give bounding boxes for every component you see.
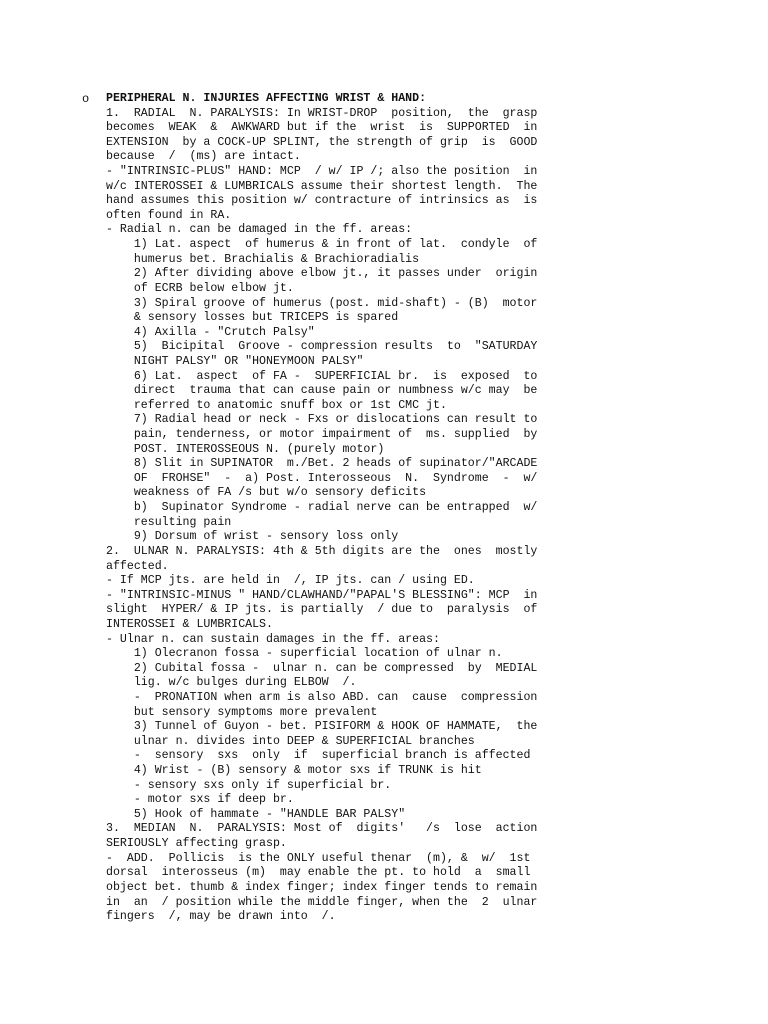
text-line: 1. RADIAL N. PARALYSIS: In WRIST-DROP position, the grasp [106, 106, 538, 120]
text-line: 8) Slit in SUPINATOR m./Bet. 2 heads of supinator/"ARCADE [106, 457, 538, 471]
text-line: 4) Wrist - (B) sensory & motor sxs if TRUNK is hit [106, 764, 482, 778]
text-lines [106, 107, 576, 925]
text-line: - "INTRINSIC-PLUS" HAND: MCP / w/ IP /; also the position in [106, 165, 538, 179]
text-line: 3) Tunnel of Guyon - bet. PISIFORM & HOOK OF HAMMATE, the [106, 720, 538, 734]
text-line: - PRONATION when arm is also ABD. can cause compression [106, 690, 538, 704]
text-line: humerus bet. Brachialis & Brachioradialis [106, 252, 420, 266]
text-line: OF FROHSE" - a) Post. Interosseous N. Syndrome - w/ [106, 471, 538, 485]
text-line: often found in RA. [106, 208, 232, 222]
text-line: - Radial n. can be damaged in the ff. areas: [106, 223, 413, 237]
text-line: INTEROSSEI & LUMBRICALS. [106, 617, 273, 631]
text-line: & sensory losses but TRICEPS is spared [106, 311, 399, 325]
text-line: hand assumes this position w/ contracture of intrinsics as is [106, 194, 538, 208]
text-line: but sensory symptoms more prevalent [106, 705, 378, 719]
list-bullet: o [82, 92, 90, 106]
text-line: lig. w/c bulges during ELBOW /. [106, 676, 357, 690]
text-line: 7) Radial head or neck - Fxs or dislocations can result to [106, 413, 538, 427]
text-line: 1) Lat. aspect of humerus & in front of lat. condyle of [106, 238, 538, 252]
text-line: 2) Cubital fossa - ulnar n. can be compressed by MEDIAL [106, 661, 538, 675]
text-line: 5) Hook of hammate - "HANDLE BAR PALSY" [106, 807, 406, 821]
text-line: - sensory sxs only if superficial br. [106, 778, 392, 792]
text-line: 5) Bicipital Groove - compression results to "SATURDAY [106, 340, 538, 354]
text-line: because / (ms) are intact. [106, 150, 301, 164]
text-line: referred to anatomic snuff box or 1st CMC jt. [106, 398, 447, 412]
text-line: 1) Olecranon fossa - superficial location of ulnar n. [106, 647, 503, 661]
text-line: - Ulnar n. can sustain damages in the ff. areas: [106, 632, 440, 646]
text-line: 9) Dorsum of wrist - sensory loss only [106, 530, 399, 544]
text-line: - sensory sxs only if superficial branch is affected [106, 749, 531, 763]
text-line: weakness of FA /s but w/o sensory deficits [106, 486, 427, 500]
text-line: 6) Lat. aspect of FA - SUPERFICIAL br. is exposed to [106, 369, 538, 383]
text-line: resulting pain [106, 515, 232, 529]
text-line: of ECRB below elbow jt. [106, 281, 294, 295]
text-line: 3) Spiral groove of humerus (post. mid-shaft) - (B) motor [106, 296, 538, 310]
text-line: w/c INTEROSSEI & LUMBRICALS assume their shortest length. The [106, 179, 538, 193]
text-line: 2) After dividing above elbow jt., it passes under origin [106, 267, 538, 281]
text-line: affected. [106, 559, 169, 573]
text-line: EXTENSION by a COCK-UP SPLINT, the strength of grip is GOOD [106, 135, 538, 149]
text-line: - If MCP jts. are held in /, IP jts. can / using ED. [106, 574, 475, 588]
text-line: in an / position while the middle finger, when the 2 ulnar [106, 895, 538, 909]
text-line: ulnar n. divides into DEEP & SUPERFICIAL branches [106, 734, 475, 748]
text-line: NIGHT PALSY" OR "HONEYMOON PALSY" [106, 354, 364, 368]
text-line: 4) Axilla - "Crutch Palsy" [106, 325, 315, 339]
text-line: pain, tenderness, or motor impairment of ms. supplied by [106, 428, 538, 442]
text-line: object bet. thumb & index finger; index finger tends to remain [106, 880, 538, 894]
text-line: dorsal interosseus (m) may enable the pt. to hold a small [106, 866, 531, 880]
text-line: - "INTRINSIC-MINUS " HAND/CLAWHAND/"PAPAL'S BLESSING": MCP in [106, 588, 538, 602]
text-line: slight HYPER/ & IP jts. is partially / due to paralysis of [106, 603, 538, 617]
text-line: POST. INTEROSSEOUS N. (purely motor) [106, 442, 385, 456]
text-line: - ADD. Pollicis is the ONLY useful thenar (m), & w/ 1st [106, 851, 531, 865]
text-line: 2. ULNAR N. PARALYSIS: 4th & 5th digits are the ones mostly [106, 544, 538, 558]
text-line: b) Supinator Syndrome - radial nerve can be entrapped w/ [106, 501, 538, 515]
section-title: PERIPHERAL N. INJURIES AFFECTING WRIST & HAND: [106, 92, 427, 105]
text-line: fingers /, may be drawn into /. [106, 910, 336, 924]
text-line: direct trauma that can cause pain or numbness w/c may be [106, 384, 538, 398]
text-line: SERIOUSLY affecting grasp. [106, 837, 287, 851]
text-line: 3. MEDIAN N. PARALYSIS: Most of digits' /s lose action [106, 822, 538, 836]
text-line: - motor sxs if deep br. [106, 793, 294, 807]
text-line: becomes WEAK & AWKWARD but if the wrist is SUPPORTED in [106, 121, 538, 135]
document-body [106, 92, 576, 925]
